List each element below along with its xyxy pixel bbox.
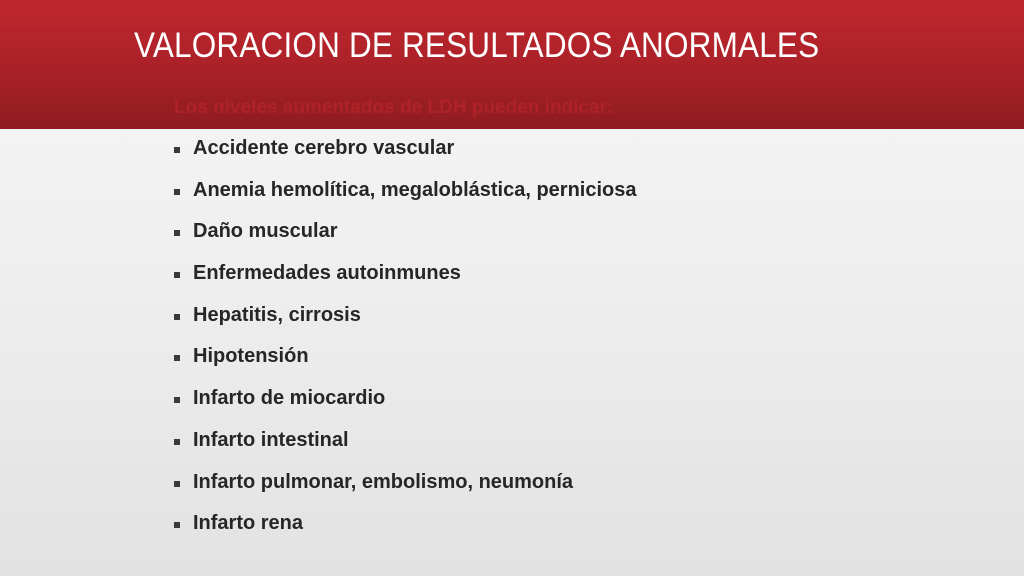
list-item-label: Infarto rena (193, 512, 304, 535)
list-item-label: Accidente cerebro vascular (193, 137, 455, 159)
square-bullet-icon (174, 397, 180, 403)
square-bullet-icon (174, 355, 180, 361)
list-item (174, 471, 637, 513)
list-item-label: Hipotensión (193, 345, 309, 368)
list-item (174, 512, 637, 554)
list-item-label: Enfermedades autoinmunes (193, 262, 461, 285)
list-item (174, 345, 637, 387)
list-item (174, 304, 637, 346)
list-item (174, 262, 637, 304)
square-bullet-icon (174, 314, 180, 320)
intro-text: Los niveles aumentados de LDH pueden indicar: (174, 97, 614, 118)
list-item-label: Hepatitis, cirrosis (193, 303, 361, 326)
list-item (174, 220, 637, 262)
square-bullet-icon (174, 522, 180, 528)
square-bullet-icon (174, 272, 180, 278)
square-bullet-icon (174, 189, 180, 195)
square-bullet-icon (174, 147, 180, 153)
list-item-label: Infarto intestinal (193, 428, 349, 451)
list-item-label: Infarto de miocardio (193, 387, 386, 410)
list-item (174, 179, 637, 221)
list-item-label: Infarto pulmonar, embolismo, neumonía (193, 470, 574, 493)
bullet-list (174, 137, 637, 554)
slide-title: VALORACION DE RESULTADOS ANORMALES (134, 26, 820, 65)
square-bullet-icon (174, 230, 180, 236)
list-item-label: Anemia hemolítica, megaloblástica, perniciosa (193, 178, 637, 201)
list-item-label: Daño muscular (193, 220, 338, 243)
square-bullet-icon (174, 481, 180, 487)
list-item (174, 429, 637, 471)
square-bullet-icon (174, 439, 180, 445)
list-item (174, 137, 637, 179)
list-item (174, 387, 637, 429)
